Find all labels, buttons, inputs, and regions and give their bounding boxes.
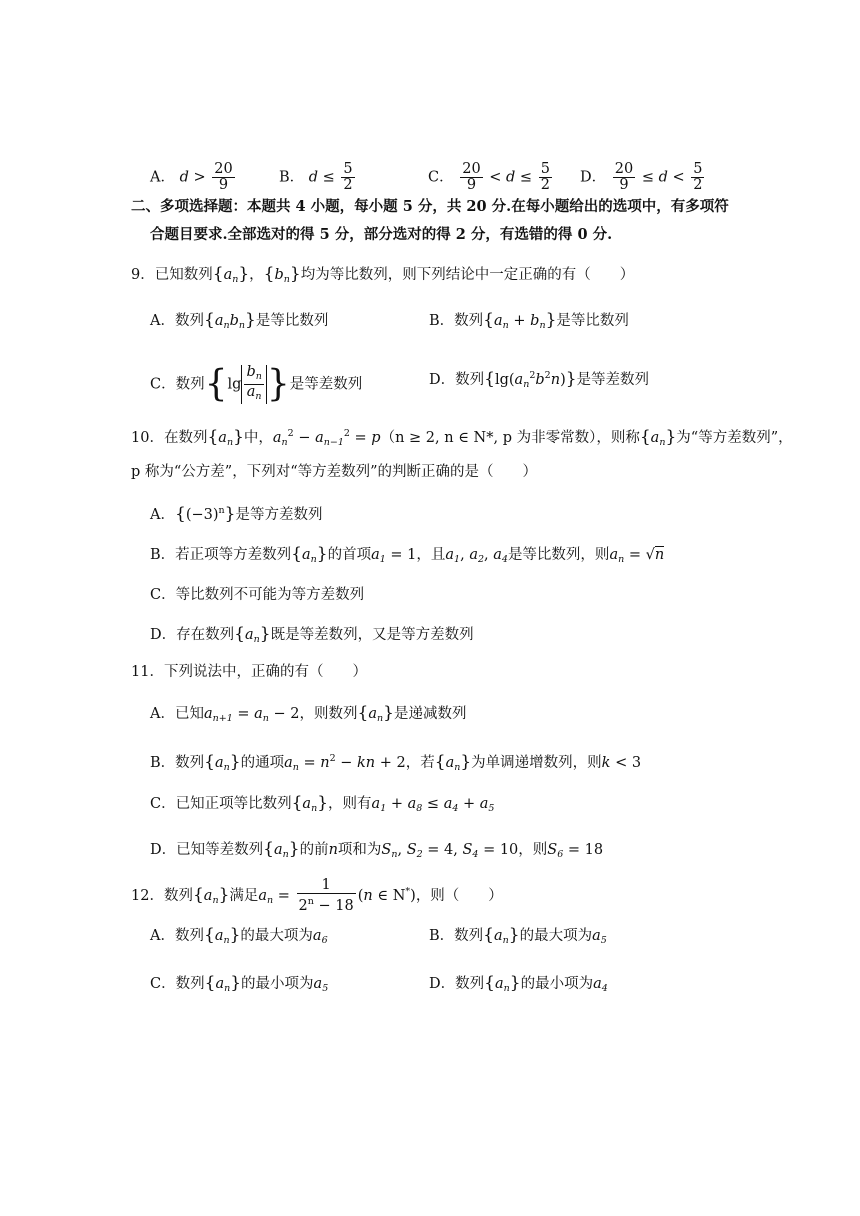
- q8-option-a: [150, 162, 237, 193]
- q10-stem: 10．在数列$\{a_n\}$中，$a_n^2 - a_{n-1}^2 = p(n \ge 2$, n ∈ N*, p 为非零常数），则称$\{a_n\}$为“等方差数列”，: [131, 427, 793, 448]
- option-expr: < d ≤: [489, 169, 533, 186]
- q10-stem-line2: p 称为“公方差”，下列对“等方差数列”的判断正确的是（ ）: [131, 464, 538, 480]
- option-expr: ≤ d <: [641, 169, 685, 186]
- option-expr: d >: [179, 169, 206, 186]
- q9-option-c: C．数列{lg $\frac{b_n}{a_n}$ }是等差数列: [150, 363, 363, 405]
- q10-option-d: D．存在数列$\{a_n\}$既是等差数列，又是等方差数列: [150, 624, 474, 645]
- q11-option-c: C．已知正项等比数列$\{a_n\}$，则有$a_1 + a_8 \le a_4 + a_5$: [150, 793, 495, 814]
- q11-option-d: D．已知等差数列$\{a_n\}$的前n项和为$S_n$, $S_2 = 4$, $S_4 = 10$，则$S_6 = 18$: [150, 839, 604, 860]
- fraction: $\frac{20}{9}$: [614, 161, 634, 193]
- q12-option-a: A．数列$\{a_n\}$的最大项为$a_6$: [150, 925, 328, 946]
- section-header-line1: 二、多项选择题：本题共 4 小题，每小题 5 分，共 20 分.在每小题给出的选项中，有多项符: [131, 198, 729, 215]
- section-header-line2: 合题目要求.全部选对的得 5 分，部分选对的得 2 分，有选错的得 0 分.: [150, 226, 613, 243]
- q8-option-d: [580, 162, 706, 193]
- q12-option-c: C．数列$\{a_n\}$的最小项为$a_5$: [150, 973, 329, 994]
- q12-option-b: B．数列$\{a_n\}$的最大项为$a_5$: [429, 925, 607, 946]
- option-label: B．: [279, 169, 305, 186]
- option-expr: d ≤: [308, 169, 335, 186]
- q9-option-d: D．数列$\{\lg(a_n^2b^2n)\}$是等差数列: [429, 369, 650, 390]
- q9-option-a: A．数列$\{a_nb_n\}$是等比数列: [150, 310, 329, 331]
- q8-option-c: [428, 162, 554, 193]
- fraction: $\frac{5}{2}$: [540, 161, 550, 193]
- q9-option-b: B．数列$\{a_n + b_n\}$是等比数列: [429, 310, 629, 331]
- q10-option-c: C．等比数列不可能为等方差数列: [150, 587, 365, 603]
- fraction: $\frac{20}{9}$: [214, 161, 233, 193]
- q11-option-a: A．已知$a_{n+1} = a_n - 2$，则数列$\{a_n\}$是递减数列: [150, 703, 467, 724]
- q8-option-b: [279, 162, 357, 193]
- q11-option-b: B．数列$\{a_n\}$的通项$a_n = n^2$ − kn + 2，若$\{a_n\}$为单调递增数列，则k < 3: [150, 752, 642, 773]
- q10-option-a: A．$\{(-3)^n\}$是等方差数列: [150, 504, 323, 524]
- fraction: $\frac{5}{2}$: [343, 161, 353, 193]
- fraction: $\frac{5}{2}$: [693, 161, 703, 193]
- q12-option-d: D．数列$\{a_n\}$的最小项为$a_4$: [429, 973, 608, 994]
- q11-stem: 11．下列说法中，正确的有（ ）: [131, 664, 367, 680]
- q9-stem: 9．已知数列$\{a_n\}$，$\{b_n\}$均为等比数列，则下列结论中一定正确的有（ ）: [131, 264, 635, 285]
- option-label: A．: [150, 169, 175, 186]
- option-label: C．: [428, 169, 454, 186]
- q12-stem: 12．数列$\{a_n\}$满足$a_n$ = $\frac{1}{2^n - 18}$ (n ∈ N*)，则（ ）: [131, 877, 503, 914]
- option-label: D．: [580, 169, 607, 186]
- q10-option-b: B．若正项等方差数列$\{a_n\}$的首项$a_1 = 1$，且$a_1$, $a_2$, $a_4$是等比数列，则$a_n = √n$: [150, 544, 665, 565]
- fraction: $\frac{20}{9}$: [462, 161, 481, 193]
